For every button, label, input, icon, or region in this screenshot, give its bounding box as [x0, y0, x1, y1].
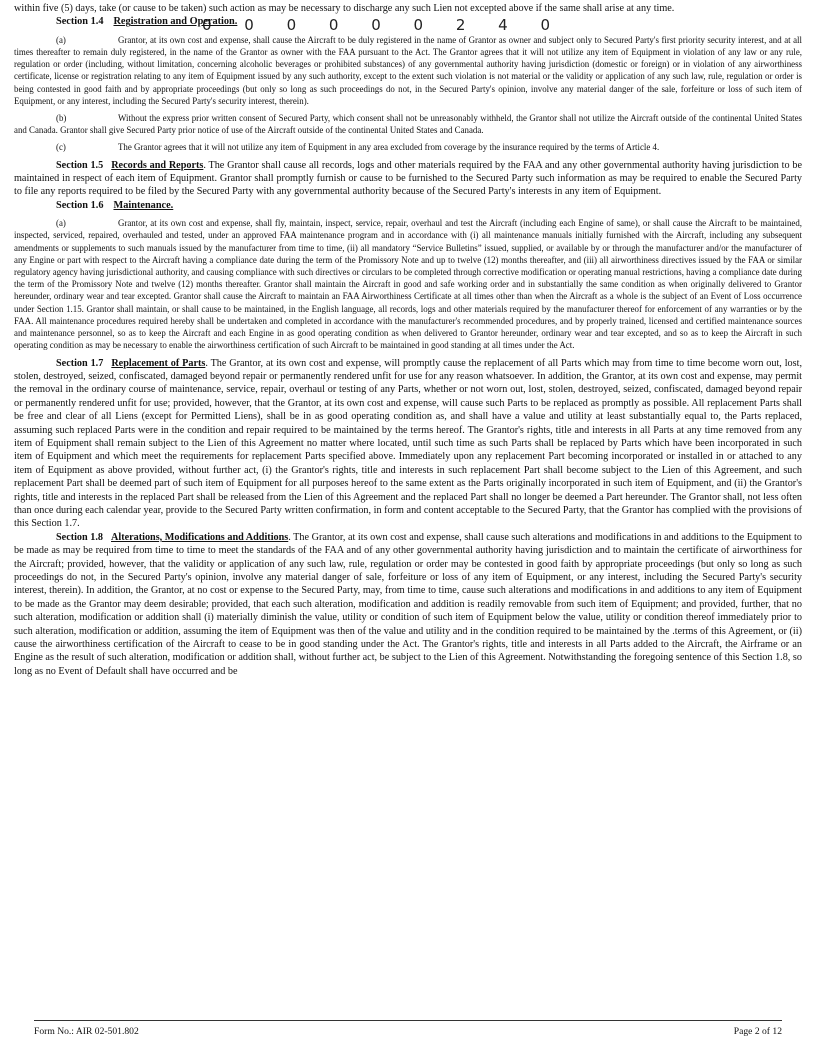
section-1-4-b-label: (b) — [56, 113, 67, 124]
section-1-7-title: Replacement of Parts — [111, 357, 206, 369]
section-1-4-number: Section 1.4 — [56, 16, 104, 28]
section-1-5-number: Section 1.5 — [56, 159, 104, 171]
section-1-6-title: Maintenance. — [113, 199, 174, 211]
section-1-6-heading — [56, 199, 802, 212]
section-1-4-b-text: Without the express prior written consent of Secured Party, which consent shall not be unreasonably withheld, the Grantor shall not utilize the Aircraft outside of the continental United States and Canada. Grantor shall give Secured Party prior notice of use of the Aircraft outside of the continental United States and Canada. — [14, 113, 802, 136]
section-1-8-number: Section 1.8 — [56, 531, 103, 543]
section-1-5-title: Records and Reports — [111, 159, 204, 171]
footer-form-number: Form No.: AIR 02-501.802 — [34, 1026, 139, 1037]
recording-stamp-digits: 0 0 0 0 0 0 2 4 0 — [202, 16, 565, 34]
section-1-5-text: . The Grantor shall cause all records, logs and other materials required by the FAA and any other governmental authority having jurisdiction to be maintained in respect of each item of Equipment. Grantor shall promptly furnish or cause to be furnished to the Secured Party such information as may be required to enable the Secured Party to file any reports required to be filed by the Secured Party with any governmental authority because of the Secured Party's interests in any item of Equipment. — [14, 159, 802, 198]
section-1-7-heading — [56, 358, 205, 369]
section-1-7-paragraph — [14, 357, 802, 531]
section-1-4-c — [14, 141, 802, 153]
section-1-8-title: Alterations, Modifications and Additions — [111, 531, 289, 543]
section-1-7-number: Section 1.7 — [56, 357, 104, 369]
section-1-4-title: Registration and Operation. — [113, 16, 238, 28]
section-1-4-a-text: Grantor, at its own cost and expense, shall cause the Aircraft to be duly registered in the name of Grantor as owner and subject only to Secured Party's first priority security interest, and at all times thereafter to remain duly registered, in the name of the Grantor as owner with the FAA pursuant to the Act. The Grantor agrees that it will not utilize any item of Equipment in violation of any law or any rule, regulation or order (including, without limitation, concerning alcoholic beverages or prohibited substances) of any governmental authority having jurisdiction (domestic or foreign) or in violation of any airworthiness certificate, license or registration relating to any item of Equipment issued by any such authority, except to the extent such violation is not material or the validity or application of any such law, rule, regulation or order is being contested in good faith and by appropriate proceedings (but only so long as such proceedings do not, in the Secured Party's opinion, involve any material danger of the sale, forfeiture or loss of such item of Equipment, or any interest, including the Secured Party's security interest, therein). — [14, 34, 802, 106]
section-1-6-a — [14, 217, 802, 351]
section-1-8-text: . The Grantor, at its own cost and expense, shall cause such alterations and modifications in and additions to the Equipment to be made as may be required from time to time to meet the standards of the FAA and of any other governmental authority having jurisdiction and to maintain the certificate of airworthiness for the Aircraft; provided, however, that the validity or application of any such law, rule, regulation or order may be contested in good faith by appropriate proceedings (but only so long as such proceedings do not, in the Secured Party's opinion, involve any material danger of sale, forfeiture or loss of any item of Equipment, or any interest, including the Secured Party's security interest, therein). In addition, the Grantor, at no cost or expense to the Secured Party, may, from time to time, cause such alterations and modifications in and additions to any item of Equipment to be made as the Grantor may deem desirable; provided, that each such alteration, modification and addition is readily removable from such item of Equipment; and provided, further, that no such alteration, modification or addition shall (i) materially diminish the value, utility or condition of such item of Equipment below the value, utility or condition thereof immediately prior to such alteration, modification or addition, assuming the item of Equipment was then of the value and utility and in the condition required to be maintained by the .terms of this Agreement, or (ii) cause the airworthiness certification of the Aircraft to cease to be in good standing under the Act. The Grantor's rights, title and interests in all Parts added to the Aircraft, the Airframe or an Engine as the result of such alteration, modification or addition shall, without further act, be subject to the Lien of this Agreement. Notwithstanding the foregoing sentence of this Section 1.8, so long as no Event of Default shall have occurred and be — [14, 531, 802, 677]
section-1-4-b — [14, 112, 802, 136]
section-1-6-number: Section 1.6 — [56, 199, 104, 211]
section-1-8-paragraph — [14, 531, 802, 678]
section-1-4-c-label: (c) — [56, 142, 66, 153]
section-1-4-a-label: (a) — [56, 34, 66, 45]
section-1-5-heading — [56, 160, 203, 171]
section-1-6-a-text: Grantor, at its own cost and expense, shall fly, maintain, inspect, service, repair, overhaul and test the Aircraft (including each Engine of same), or shall cause the Aircraft to be maintained, inspected, serviced, repaired, overhauled and tested, under an approved FAA maintenance program and in accordance with (i) all maintenance manuals initially furnished with the Aircraft, including any subsequent amendments or supplements to such manuals issued by the manufacturer from time to time, (ii) all mandatory “Service Bulletins” issued, supplied, or available by or through the manufacturer and/or the manufacturer of any Engine or part with respect to the Aircraft having a compliance date during the term of the Promissory Note and up to twelve (12) months thereafter, and (iii) all airworthiness directives issued by the FAA or similar regulatory agency having jurisdictional authority, and causing compliance with such directives or circulars to be completed through corrective modification or operating manual restrictions, having a compliance date during the term of the Promissory Note and twelve (12) months thereafter. Grantor shall maintain the Aircraft in good and safe working order and in substantially the same condition as when originally delivered to Grantor hereunder, ordinary wear and tear excepted. Grantor shall cause the Aircraft to maintain an FAA Airworthiness Certificate at all times other than when the Aircraft as a whole is the subject of an Event of Loss occurrence under Section 1.15. Grantor shall maintain, or shall cause to be maintained, in the English language, all records, logs and other materials required by the manufacturer thereof for enforcement of any warranties or by the FAA. All maintenance procedures required hereby shall be undertaken and completed in accordance with the manufacturer's recommended procedures, and by properly trained, licensed and certified maintenance sources and maintenance personnel, so as to keep the Aircraft and each Engine in as good operating condition as when delivered to Grantor hereunder, ordinary wear and tear excepted, and so as to keep the Aircraft in such operating condition as may be necessary to enable the airworthiness certification of such Aircraft to be maintained in good standing at all times under the Act. — [14, 218, 802, 351]
section-1-5-paragraph — [14, 159, 802, 199]
section-1-4-heading — [56, 15, 802, 28]
section-1-4-c-text: The Grantor agrees that it will not utilize any item of Equipment in any area excluded from coverage by the insurance required by the terms of Article 4. — [118, 142, 660, 153]
section-1-6-a-label: (a) — [56, 218, 66, 229]
section-1-8-heading — [56, 532, 288, 543]
section-1-4-a — [14, 34, 802, 107]
footer-divider — [34, 1020, 782, 1021]
footer-page-number: Page 2 of 12 — [733, 1026, 782, 1037]
section-1-7-text: . The Grantor, at its own cost and expense, will promptly cause the replacement of all Parts which may from time to time become worn out, lost, stolen, destroyed, seized, confiscated, damaged beyond repair or permanently rendered unfit for use for any reason whatsoever. In addition, the Grantor, at its own cost and expense, may permit the removal in the ordinary course of maintenance, service, repair, overhaul or testing of any Parts, whether or not worn out, lost, stolen, destroyed, seized, confiscated, damaged beyond repair or permanently rendered unfit for use; provided, however, that the Grantor, at its own cost and expense, will cause such Parts to be replaced as promptly as possible. All replacement Parts shall be free and clear of all Liens (except for Permitted Liens), shall be in as good operating condition as, and shall have a value and utility at least substantially equal to, the Parts replaced, assuming such replaced Parts were in the condition and repair required to be maintained by the terms hereof. The Grantor's rights, title and interests in all Parts at any time removed from any item of Equipment shall remain subject to the Lien of this Agreement no matter where located, until such time as such Parts shall be replaced by Parts which have been incorporated in such item of Equipment and which meet the requirements for replacement Parts specified above. Immediately upon any replacement Part becoming incorporated or installed in or attached to any item of Equipment as above provided, without further act, (i) the Grantor's rights, title and interests in such replacement Part shall become subject to the Lien of this Agreement, and such replacement Part shall be deemed part of such item of Equipment for all purposes hereof to the same extent as the Parts originally incorporated in such item of Equipment, and (ii) the Grantor's rights, title and interests in the replaced Part shall be released from the Lien of this Agreement and the replaced Part shall no longer be deemed a Part hereunder. The Grantor shall, not less often than once during each calendar year, provide to the Secured Party written confirmation, in form and content acceptable to the Secured Party, that the Grantor has complied with the provisions of this Section 1.7. — [14, 357, 802, 530]
intro-paragraph: within five (5) days, take (or cause to be taken) such action as may be necessary to discharge any such Lien not excepted above if the same shall arise at any time. — [14, 3, 675, 14]
document-body — [14, 2, 802, 678]
